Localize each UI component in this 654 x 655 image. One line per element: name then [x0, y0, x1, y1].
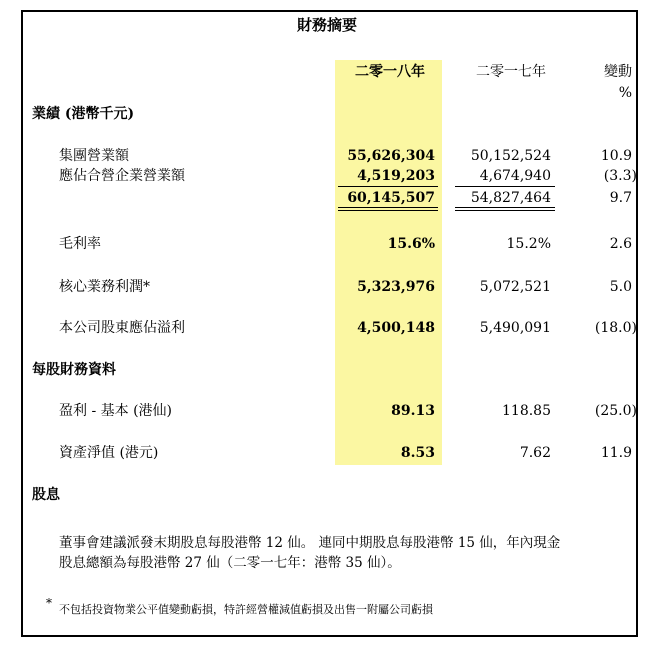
- revenue-change: 10.9: [600, 148, 632, 164]
- results-heading: 業績 (港幣千元): [32, 106, 135, 122]
- footnote-mark: *: [46, 596, 52, 610]
- profit-attr-change: (18.0): [594, 320, 637, 336]
- revenue-2017: 50,152,524: [470, 148, 551, 164]
- col-header-2017: 二零一七年: [476, 64, 546, 80]
- jv-revenue-label: 應佔合營企業營業額: [59, 168, 185, 184]
- nav-change: 11.9: [600, 445, 632, 461]
- total-change: 9.7: [609, 190, 632, 206]
- eps-change: (25.0): [594, 403, 637, 419]
- revenue-label: 集團營業額: [59, 148, 129, 164]
- eps-label: 盈利 - 基本 (港仙): [59, 403, 173, 419]
- gross-margin-label: 毛利率: [59, 236, 101, 252]
- jv-revenue-change: (3.3): [603, 168, 637, 184]
- total-double-rule-2017: [455, 207, 555, 211]
- dividend-heading: 股息: [32, 487, 60, 503]
- footnote-text: 不包括投資物業公平值變動虧損，特許經營權減值虧損及出售一附屬公司虧損: [59, 603, 433, 616]
- subtotal-rule-2017: [455, 186, 555, 187]
- total-double-rule-2018: [338, 207, 438, 211]
- nav-2017: 7.62: [519, 445, 551, 461]
- dividend-text-line1: 董事會建議派發末期股息每股港幣 12 仙。 連同中期股息每股港幣 15 仙，年內現金: [59, 535, 561, 551]
- core-profit-2018: 5,323,976: [357, 279, 435, 295]
- col-header-change: 變動: [604, 64, 632, 80]
- revenue-2018: 55,626,304: [347, 148, 435, 164]
- profit-attr-2017: 5,490,091: [479, 320, 551, 336]
- jv-revenue-2017: 4,674,940: [479, 168, 551, 184]
- nav-label: 資產淨值 (港元): [59, 445, 159, 461]
- gross-margin-change: 2.6: [609, 236, 632, 252]
- core-profit-label: 核心業務利潤*: [59, 279, 150, 295]
- per-share-heading: 每股財務資料: [32, 362, 116, 378]
- profit-attr-2018: 4,500,148: [357, 320, 435, 336]
- col-header-2018: 二零一八年: [355, 64, 425, 80]
- total-2018: 60,145,507: [347, 190, 435, 206]
- core-profit-change: 5.0: [609, 279, 632, 295]
- eps-2017: 118.85: [502, 403, 551, 419]
- total-2017: 54,827,464: [470, 190, 551, 206]
- eps-2018: 89.13: [391, 403, 435, 419]
- gross-margin-2017: 15.2%: [506, 236, 551, 252]
- gross-margin-2018: 15.6%: [387, 236, 435, 252]
- core-profit-2017: 5,072,521: [479, 279, 551, 295]
- subtotal-rule-2018: [338, 186, 438, 187]
- page-title: 財務摘要: [296, 16, 357, 34]
- jv-revenue-2018: 4,519,203: [357, 168, 435, 184]
- profit-attr-label: 本公司股東應佔溢利: [59, 320, 185, 336]
- col-header-change-unit: %: [618, 85, 632, 101]
- dividend-text-line2: 股息總額為每股港幣 27 仙（二零一七年：港幣 35 仙）。: [59, 555, 401, 571]
- nav-2018: 8.53: [400, 445, 435, 461]
